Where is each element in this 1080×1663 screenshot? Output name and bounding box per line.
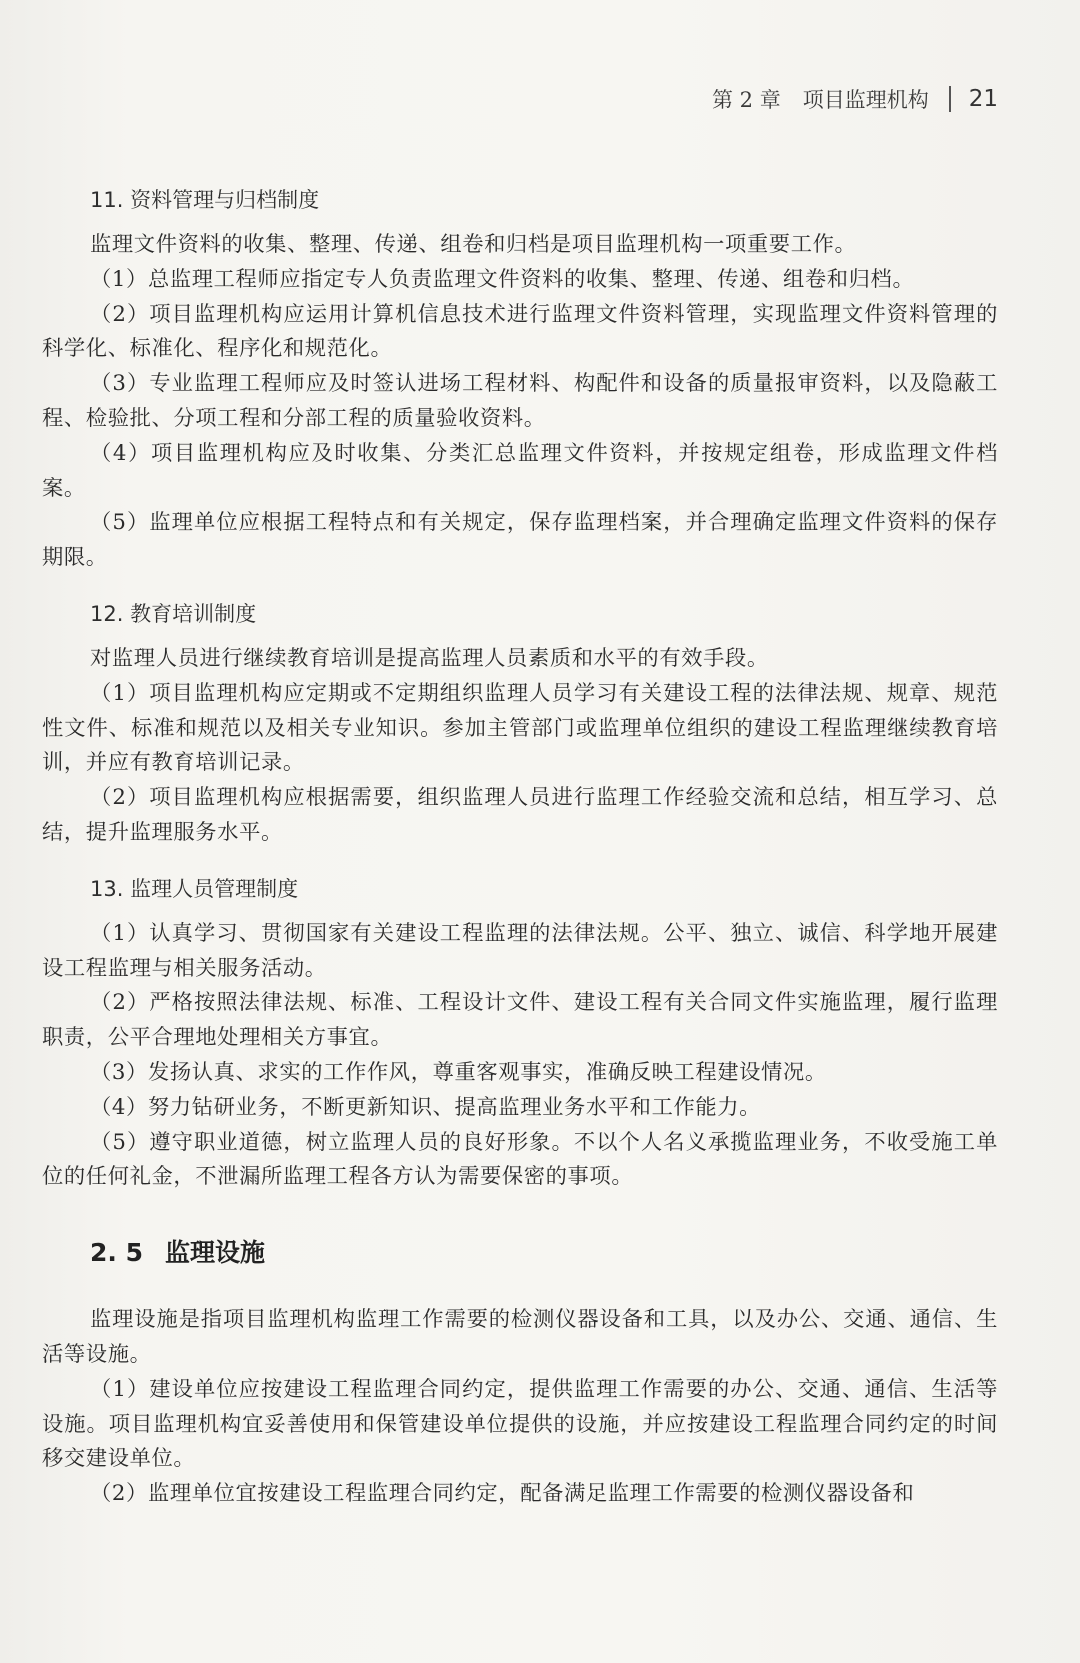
paragraph: （2）监理单位宜按建设工程监理合同约定，配备满足监理工作需要的检测仪器设备和 [90, 1481, 915, 1507]
paragraph: （3）专业监理工程师应及时签认进场工程材料、构配件和设备的质量报审资料，以及隐蔽工程、检验批、分项工程和分部工程的质量验收资料。 [42, 371, 998, 431]
paragraph: 监理设施是指项目监理机构监理工作需要的检测仪器设备和工具，以及办公、交通、通信、生活等设施。 [42, 1307, 998, 1367]
subsection-11 [42, 172, 998, 576]
subsection-13 [42, 861, 998, 1195]
paragraph: （4）项目监理机构应及时收集、分类汇总监理文件资料，并按规定组卷，形成监理文件档案。 [42, 440, 998, 501]
paragraph: （3）发扬认真、求实的工作作风，尊重客观事实，准确反映工程建设情况。 [90, 1059, 827, 1085]
section-heading [90, 1233, 998, 1273]
paragraph: 监理文件资料的收集、整理、传递、组卷和归档是项目监理机构一项重要工作。 [90, 232, 857, 257]
paragraph: （2）项目监理机构应根据需要，组织监理人员进行监理工作经验交流和总结，相互学习、总结，提升监理服务水平。 [42, 785, 998, 845]
paragraph: 对监理人员进行继续教育培训是提高监理人员素质和水平的有效手段。 [90, 645, 769, 671]
section-title: 监理设施 [165, 1238, 266, 1268]
subsection-heading: 13. 监理人员管理制度 [90, 876, 299, 901]
paragraph: （1）总监理工程师应指定专人负责监理文件资料的收集、整理、传递、组卷和归档。 [90, 266, 915, 292]
paragraph: （1）建设单位应按建设工程监理合同约定，提供监理工作需要的办公、交通、通信、生活等设施。项目监理机构宜妥善使用和保管建设单位提供的设施，并应按建设工程监理合同约定的时间移交建设单位。 [42, 1376, 998, 1472]
paragraph: （2）项目监理机构应运用计算机信息技术进行监理文件资料管理，实现监理文件资料管理的科学化、标准化、程序化和规范化。 [42, 301, 998, 362]
header-divider [949, 86, 951, 112]
paragraph: （4）努力钻研业务，不断更新知识、提高监理业务水平和工作能力。 [90, 1094, 762, 1120]
page-number: 21 [968, 86, 998, 112]
paragraph: （1）项目监理机构应定期或不定期组织监理人员学习有关建设工程的法律法规、规章、规范性文件、标准和规范以及相关专业知识。参加主管部门或监理单位组织的建设工程监理继续教育培训，并应有教育培训记录。 [42, 680, 998, 776]
paragraph: （5）遵守职业道德，树立监理人员的良好形象。不以个人名义承揽监理业务，不收受施工单位的任何礼金，不泄漏所监理工程各方认为需要保密的事项。 [42, 1129, 998, 1190]
chapter-label: 第 2 章 [712, 88, 781, 112]
chapter-title: 项目监理机构 [802, 88, 929, 112]
subsection-heading: 11. 资料管理与归档制度 [90, 188, 320, 212]
paragraph: （1）认真学习、贯彻国家有关建设工程监理的法律法规。公平、独立、诚信、科学地开展建设工程监理与相关服务活动。 [42, 920, 998, 981]
subsection-12 [42, 586, 998, 851]
page-body [42, 172, 998, 1512]
section-number: 2. 5 [90, 1238, 143, 1268]
paragraph: （2）严格按照法律法规、标准、工程设计文件、建设工程有关合同文件实施监理，履行监理职责，公平合理地处理相关方事宜。 [42, 990, 998, 1051]
paragraph: （5）监理单位应根据工程特点和有关规定，保存监理档案，并合理确定监理文件资料的保存期限。 [42, 510, 998, 571]
subsection-heading: 12. 教育培训制度 [90, 601, 257, 626]
running-header [712, 84, 998, 114]
